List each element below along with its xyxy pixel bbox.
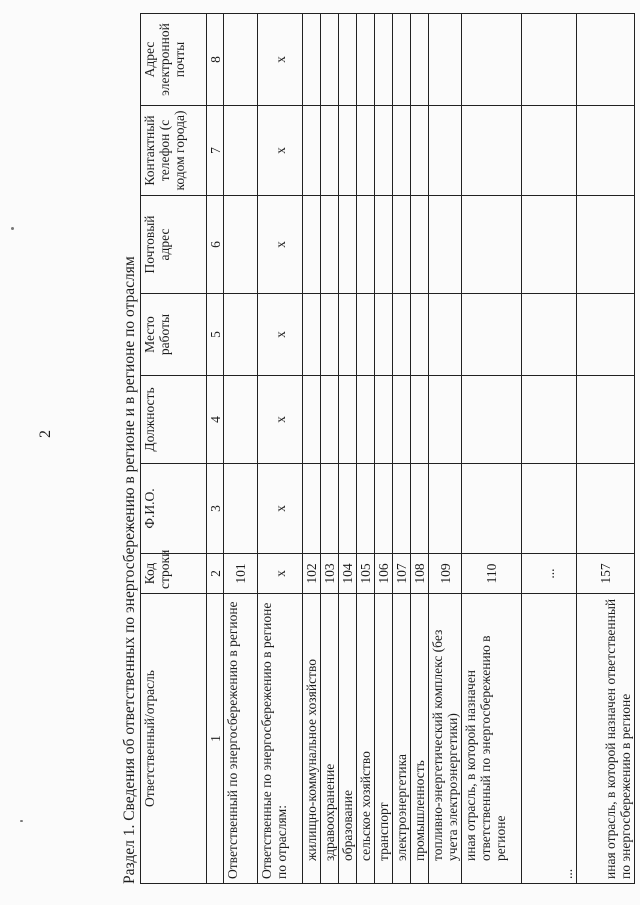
cell-6 (357, 196, 375, 294)
col-number: 2 (207, 554, 224, 594)
cell-7 (375, 106, 393, 196)
cell-6 (375, 196, 393, 294)
cell-3 (429, 464, 462, 554)
row-code: 157 (577, 554, 635, 594)
col-header-workplace: Место работы (141, 294, 207, 376)
cell-8: х (258, 14, 303, 106)
col-header-email: Адрес электронной почты (141, 14, 207, 106)
col-number: 6 (207, 196, 224, 294)
cell-3 (577, 464, 635, 554)
cell-8 (462, 14, 522, 106)
responsible-persons-table (140, 13, 635, 884)
row-code: ... (522, 554, 577, 594)
row-name: промышленность (411, 594, 429, 884)
cell-5 (357, 294, 375, 376)
cell-3 (411, 464, 429, 554)
row-name: образование (339, 594, 357, 884)
table-row (224, 14, 258, 884)
cell-8 (224, 14, 258, 106)
col-number: 8 (207, 14, 224, 106)
table-row (429, 14, 462, 884)
cell-5 (393, 294, 411, 376)
cell-5 (224, 294, 258, 376)
cell-8 (393, 14, 411, 106)
table-row (393, 14, 411, 884)
table-row (411, 14, 429, 884)
cell-6 (303, 196, 321, 294)
col-number: 3 (207, 464, 224, 554)
scan-speck (20, 820, 23, 822)
table-row (339, 14, 357, 884)
cell-5 (339, 294, 357, 376)
cell-6 (339, 196, 357, 294)
cell-7 (462, 106, 522, 196)
rotated-sheet (118, 14, 633, 884)
cell-7 (303, 106, 321, 196)
table-row (462, 14, 522, 884)
cell-8 (375, 14, 393, 106)
cell-4 (429, 376, 462, 464)
cell-4 (462, 376, 522, 464)
row-name: жилищно-коммунальное хозяйство (303, 594, 321, 884)
row-code: 109 (429, 554, 462, 594)
cell-5 (375, 294, 393, 376)
cell-4 (411, 376, 429, 464)
row-name: иная отрасль, в которой назначен ответственный по энергосбережению в регионе (577, 594, 635, 884)
cell-4 (393, 376, 411, 464)
cell-5 (577, 294, 635, 376)
page-number: 2 (37, 430, 54, 438)
row-name: транспорт (375, 594, 393, 884)
col-number: 5 (207, 294, 224, 376)
table-row (321, 14, 339, 884)
cell-7 (224, 106, 258, 196)
row-code: 107 (393, 554, 411, 594)
table-row (522, 14, 577, 884)
row-name: Ответственные по энергосбережению в регионе по отраслям: (258, 594, 303, 884)
cell-3 (339, 464, 357, 554)
cell-8 (429, 14, 462, 106)
row-code: 101 (224, 554, 258, 594)
cell-4 (577, 376, 635, 464)
cell-3 (303, 464, 321, 554)
row-code: 106 (375, 554, 393, 594)
table-row (375, 14, 393, 884)
row-name: ... (522, 594, 577, 884)
row-code: 102 (303, 554, 321, 594)
row-code: х (258, 554, 303, 594)
cell-7 (339, 106, 357, 196)
row-code: 103 (321, 554, 339, 594)
cell-6 (411, 196, 429, 294)
row-code: 105 (357, 554, 375, 594)
row-code: 108 (411, 554, 429, 594)
cell-8 (321, 14, 339, 106)
cell-5 (411, 294, 429, 376)
cell-8 (357, 14, 375, 106)
cell-3 (321, 464, 339, 554)
col-number: 7 (207, 106, 224, 196)
cell-8 (303, 14, 321, 106)
cell-4 (224, 376, 258, 464)
cell-7 (577, 106, 635, 196)
col-header-position: Должность (141, 376, 207, 464)
row-name: топливно-энергетический комплекс (без учета электроэнергетики) (429, 594, 462, 884)
col-number: 1 (207, 594, 224, 884)
table-row (577, 14, 635, 884)
cell-8 (339, 14, 357, 106)
table-body (224, 14, 635, 884)
cell-6 (522, 196, 577, 294)
cell-3 (462, 464, 522, 554)
cell-3: х (258, 464, 303, 554)
cell-7 (393, 106, 411, 196)
cell-8 (522, 14, 577, 106)
cell-4 (303, 376, 321, 464)
cell-6: х (258, 196, 303, 294)
cell-3 (375, 464, 393, 554)
cell-7 (429, 106, 462, 196)
table-row (258, 14, 303, 884)
row-code: 110 (462, 554, 522, 594)
cell-4 (357, 376, 375, 464)
section-title: Раздел 1. Сведения об ответственных по энергосбережению в регионе и в регионе по отраслям (121, 256, 138, 884)
row-name: электроэнергетика (393, 594, 411, 884)
cell-4 (522, 376, 577, 464)
cell-7 (357, 106, 375, 196)
col-header-fio: Ф.И.О. (141, 464, 207, 554)
cell-6 (224, 196, 258, 294)
col-header-phone: Контактный телефон (с кодом города) (141, 106, 207, 196)
cell-4 (375, 376, 393, 464)
cell-3 (224, 464, 258, 554)
table-row (357, 14, 375, 884)
table-row (303, 14, 321, 884)
row-name: Ответственный по энергосбережению в регионе (224, 594, 258, 884)
cell-6 (393, 196, 411, 294)
col-number: 4 (207, 376, 224, 464)
cell-3 (357, 464, 375, 554)
col-header-code: Код строки (141, 554, 207, 594)
cell-5: х (258, 294, 303, 376)
cell-6 (577, 196, 635, 294)
row-code: 104 (339, 554, 357, 594)
cell-7 (522, 106, 577, 196)
row-name: иная отрасль, в которой назначен ответственный по энергосбережению в регионе (462, 594, 522, 884)
cell-7 (321, 106, 339, 196)
cell-4 (339, 376, 357, 464)
cell-6 (429, 196, 462, 294)
cell-6 (462, 196, 522, 294)
cell-5 (522, 294, 577, 376)
cell-7: х (258, 106, 303, 196)
cell-3 (522, 464, 577, 554)
row-name: здравоохранение (321, 594, 339, 884)
cell-8 (577, 14, 635, 106)
cell-7 (411, 106, 429, 196)
cell-4: х (258, 376, 303, 464)
cell-6 (321, 196, 339, 294)
row-name: сельское хозяйство (357, 594, 375, 884)
scan-speck (11, 227, 14, 230)
cell-8 (411, 14, 429, 106)
col-header-postal-address: Почтовый адрес (141, 196, 207, 294)
cell-3 (393, 464, 411, 554)
cell-5 (303, 294, 321, 376)
cell-5 (462, 294, 522, 376)
col-header-responsible: Ответственный/отрасль (141, 594, 207, 884)
cell-5 (321, 294, 339, 376)
cell-4 (321, 376, 339, 464)
cell-5 (429, 294, 462, 376)
